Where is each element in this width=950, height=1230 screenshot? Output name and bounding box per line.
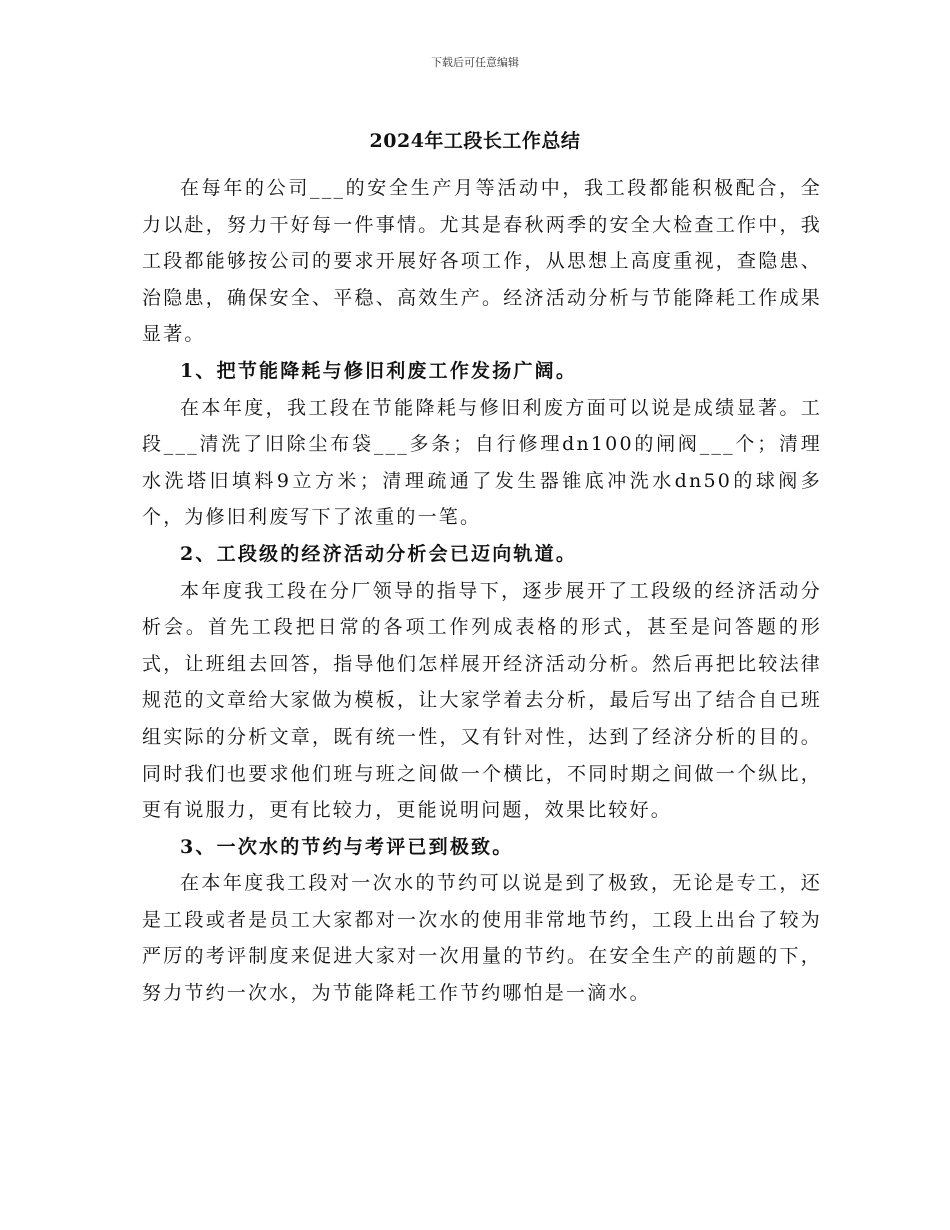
page-header-note: 下载后可任意编辑 xyxy=(431,56,519,69)
section-body-2: 本年度我工段在分厂领导的指导下，逐步展开了工段级的经济活动分析会。首先工段把日常的各项工作列成表格的形式，甚至是问答题的形式，让班组去回答，指导他们怎样展开经济活动分析。然后再把比较法律规范的文章给大家做为模板，让大家学着去分析，最后写出了结合自已班组实际的分析文章，既有统一性，又有针对性，达到了经济分析的目的。同时我们也要求他们班与班之间做一个横比，不同时期之间做一个纵比，更有说服力，更有比较力，更能说明问题，效果比较好。 xyxy=(142,579,822,822)
section-body-1: 在本年度，我工段在节能降耗与修旧利废方面可以说是成绩显著。工段___清洗了旧除尘布袋___多条；自行修理dn100的闸阀___个；清理水洗塔旧填料9立方米；清理疏通了发生器锥底冲洗水dn50的球阀多个，为修旧利废写下了浓重的一笔。 xyxy=(142,396,822,529)
document-title: 2024年工段长工作总结 xyxy=(369,130,581,152)
intro-paragraph: 在每年的公司___的安全生产月等活动中，我工段都能积极配合，全力以赴，努力干好每一件事情。尤其是春秋两季的安全大检查工作中，我工段都能够按公司的要求开展好各项工作，从思想上高度重视，查隐患、治隐患，确保安全、平稳、高效生产。经济活动分析与节能降耗工作成果显著。 xyxy=(142,177,822,346)
document-body xyxy=(142,170,822,1012)
section-body-3: 在本年度我工段对一次水的节约可以说是到了极致，无论是专工，还是工段或者是员工大家都对一次水的使用非常地节约，工段上出台了较为严厉的考评制度来促进大家对一次用量的节约。在安全生产的前题的下，努力节约一次水，为节能降耗工作节约哪怕是一滴水。 xyxy=(142,872,822,1005)
section-heading-1: 1、把节能降耗与修旧利废工作发扬广阔。 xyxy=(180,359,578,382)
section-heading-3: 3、一次水的节约与考评已到极致。 xyxy=(180,835,514,858)
section-heading-2: 2、工段级的经济活动分析会已迈向轨道。 xyxy=(180,542,578,565)
